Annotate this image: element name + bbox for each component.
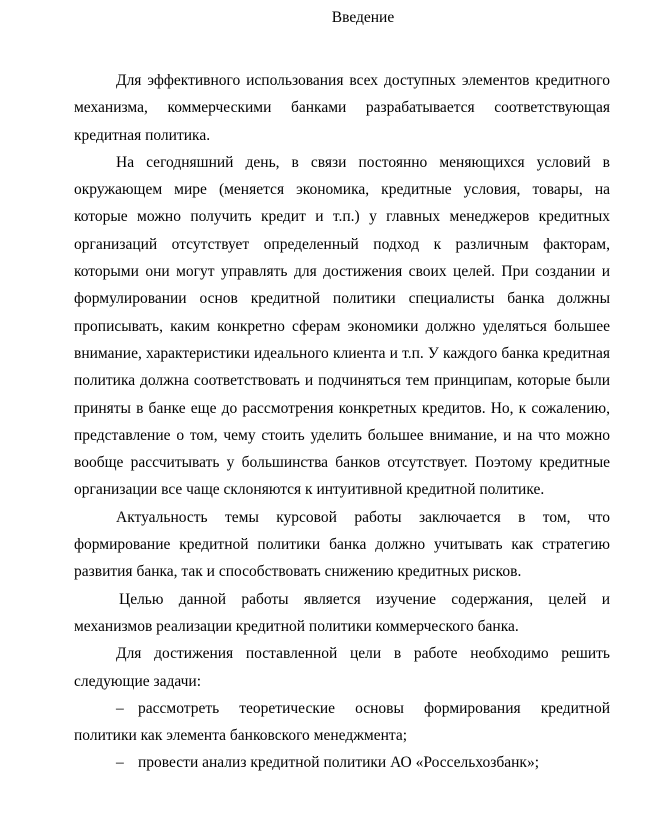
document-title: Введение [331, 9, 395, 26]
task-text: провести анализ кредитной политики АО «Россельхозбанк»; [138, 754, 540, 772]
task-list-item [74, 749, 610, 776]
document-body [74, 67, 610, 777]
paragraph-context: На сегодняшний день, в связи постоянно меняющихся условий в окружающем мире (меняется экономика, кредитные условия, товары, на которые можно получить кредит и т.п.) у главных менеджеров кредитных организаций отсутствует определенный подход к различным факторам, которыми они могут управлять для достижения своих целей. При создании и формулировании основ кредитной политики специалисты банка должны прописывать, каким конкретно сферам экономики должно уделяться большее внимание, характеристики идеального клиента и т.п. У каждого банка кредитная политика должна соответствовать и подчиняться тем принципам, которые были приняты в банке еще до рассмотрения конкретных кредитов. Но, к сожалению, представление о том, чему стоить уделить большее внимание, и на что можно вообще рассчитывать у большинства банков отсутствует. Поэтому кредитные организации все чаще склоняются к интуитивной кредитной политике. [74, 153, 610, 499]
paragraph-tasks-intro: Для достижения поставленной цели в работе необходимо решить следующие задачи: [74, 645, 610, 690]
dash-marker: – [116, 754, 124, 772]
paragraph-goal: Целью данной работы является изучение содержания, целей и механизмов реализации кредитной политики коммерческого банка. [74, 590, 610, 635]
task-list-item [74, 695, 610, 750]
paragraph-intro: Для эффективного использования всех доступных элементов кредитного механизма, коммерческими банками разрабатывается соответствующая кредитная политика. [74, 72, 610, 144]
paragraph-relevance: Актуальность темы курсовой работы заключается в том, что формирование кредитной политики банка должно учитывать как стратегию развития банка, так и способствовать снижению кредитных рисков. [74, 508, 610, 581]
dash-marker: – [116, 699, 124, 717]
task-text: рассмотреть теоретические основы формирования кредитной политики как элемента банковского менеджмента; [74, 699, 610, 745]
